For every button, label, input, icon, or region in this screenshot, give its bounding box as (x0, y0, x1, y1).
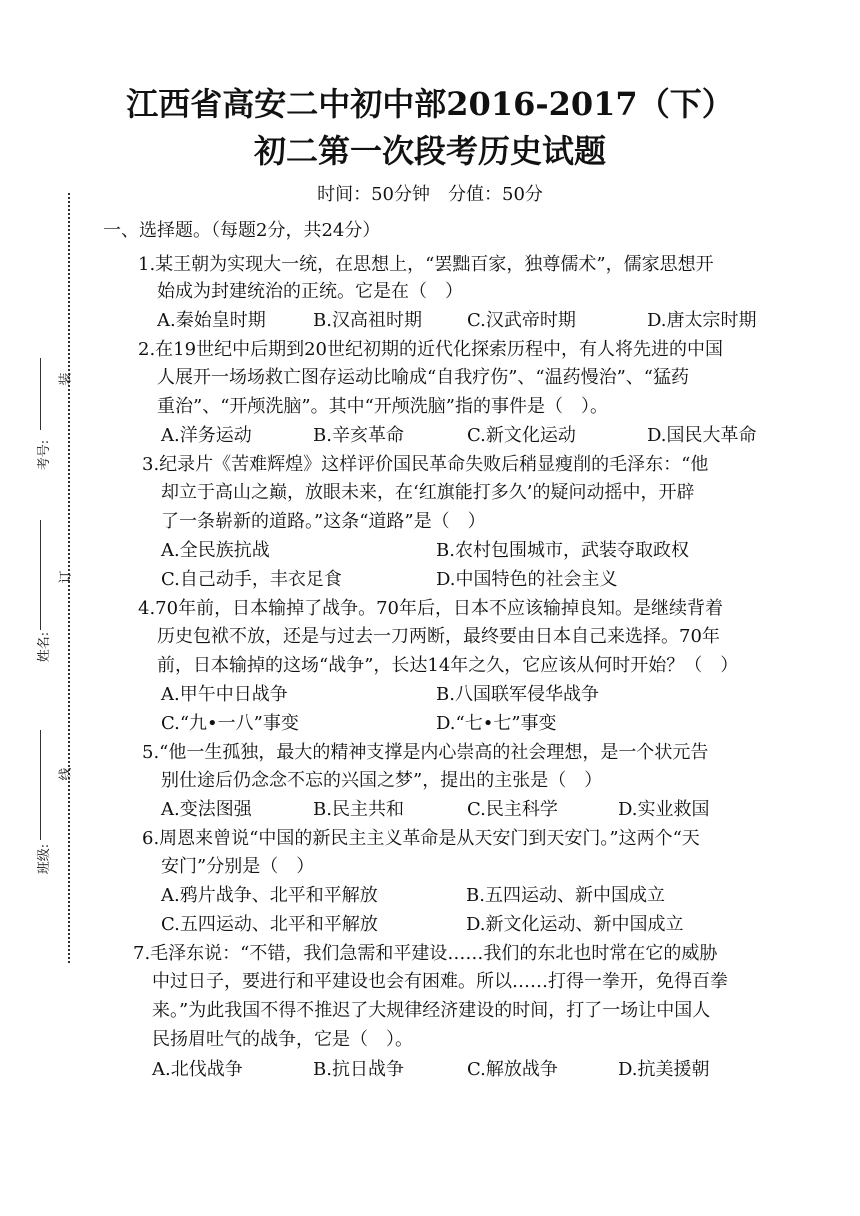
question-5-option-d[interactable]: D.实业救国 (618, 799, 710, 820)
question-4-line-1: 4.70年前，日本输掉了战争。70年后，日本不应该输掉良知。是继续背着 (138, 598, 723, 619)
question-4-line-3: 前，日本输掉的这场“战争”，长达14年之久，它应该从何时开始？（ ） (157, 655, 739, 676)
question-6-option-d[interactable]: D.新文化运动、新中国成立 (466, 914, 684, 935)
question-5-line-2: 别仕途后仍念念不忘的兴国之梦”，提出的主张是（ ） (161, 770, 603, 791)
question-7-line-4: 民扬眉吐气的战争，它是（ ）。 (152, 1029, 413, 1050)
question-3-option-c[interactable]: C.自己动手，丰衣足食 (161, 569, 342, 590)
name-field-line (40, 520, 41, 630)
exam-number-label: 考号: (37, 439, 53, 471)
question-2-line-3: 重治”、“开颅洗脑”。其中“开颅洗脑”指的事件是（ ）。 (157, 396, 609, 417)
question-2-option-b[interactable]: B.辛亥革命 (313, 425, 404, 446)
class-field-line (40, 730, 41, 840)
question-7-option-b[interactable]: B.抗日战争 (313, 1059, 404, 1080)
question-1-option-a[interactable]: A.秦始皇时期 (157, 310, 266, 331)
binding-char-xian: 线 (58, 767, 74, 781)
question-3-line-2: 却立于高山之巅，放眼未来，在‘红旗能打多久’的疑问动摇中，开辟 (161, 482, 695, 503)
question-5-option-b[interactable]: B.民主共和 (313, 799, 404, 820)
question-6-option-a[interactable]: A.鸦片战争、北平和平解放 (161, 885, 378, 906)
question-4-option-a[interactable]: A.甲午中日战争 (161, 684, 288, 705)
question-3-line-1: 3.纪录片《苦难辉煌》这样评价国民革命失败后稍显瘦削的毛泽东：“他 (142, 454, 709, 475)
question-5-option-c[interactable]: C.民主科学 (467, 799, 558, 820)
question-5-line-1: 5.“他一生孤独，最大的精神支撑是内心崇高的社会理想，是一个状元告 (142, 742, 709, 763)
question-6-line-2: 安门”分别是（ ） (161, 856, 315, 877)
question-3-line-3: 了一条崭新的道路。”这条“道路”是（ ） (161, 511, 486, 532)
question-1-option-c[interactable]: C.汉武帝时期 (467, 310, 576, 331)
question-3-option-a[interactable]: A.全民族抗战 (161, 540, 270, 561)
name-label: 姓名: (37, 631, 53, 663)
question-6-option-b[interactable]: B.五四运动、新中国成立 (466, 885, 665, 906)
question-2-line-2: 人展开一场场救亡图存运动比喻成“自我疗伤”、“温药慢治”、“猛药 (157, 367, 690, 388)
question-6-line-1: 6.周恩来曾说“中国的新民主主义革命是从天安门到天安门。”这两个“天 (142, 828, 700, 849)
question-1-line-2: 始成为封建统治的正统。它是在（ ） (157, 281, 463, 302)
question-2-option-a[interactable]: A.洋务运动 (161, 425, 252, 446)
section-heading: 一、选择题。（每题2分，共24分） (103, 220, 381, 241)
question-4-line-2: 历史包袱不放，还是与过去一刀两断，最终要由日本自己来选择。70年 (157, 626, 720, 647)
question-4-option-d[interactable]: D.“七•七”事变 (436, 713, 557, 734)
exam-time: 时间：50分钟 (317, 184, 430, 205)
question-7-option-d[interactable]: D.抗美援朝 (618, 1059, 710, 1080)
question-1-line-1: 1.某王朝为实现大一统，在思想上，“罢黜百家，独尊儒术”，儒家思想开 (138, 254, 714, 275)
question-1-option-b[interactable]: B.汉高祖时期 (313, 310, 422, 331)
question-3-option-b[interactable]: B.农村包围城市，武装夺取政权 (436, 540, 689, 561)
question-4-option-c[interactable]: C.“九•一八”事变 (161, 713, 299, 734)
question-7-line-3: 来。”为此我国不得不推迟了大规律经济建设的时间，打了一场让中国人 (152, 1000, 711, 1021)
binding-char-zhuang: 装 (58, 372, 74, 386)
exam-title-line2: 初二第一次段考历史试题 (253, 132, 606, 170)
question-2-option-d[interactable]: D.国民大革命 (647, 425, 757, 446)
exam-info (0, 183, 860, 207)
question-7-line-2: 中过日子，要进行和平建设也会有困难。所以……打得一拳开，免得百拳 (152, 971, 728, 992)
question-7-option-a[interactable]: A.北伐战争 (152, 1059, 243, 1080)
question-2-line-1: 2.在19世纪中后期到20世纪初期的近代化探索历程中，有人将先进的中国 (138, 339, 723, 360)
question-3-option-d[interactable]: D.中国特色的社会主义 (436, 569, 618, 590)
question-4-option-b[interactable]: B.八国联军侵华战争 (436, 684, 599, 705)
question-1-option-d[interactable]: D.唐太宗时期 (647, 310, 757, 331)
exam-title-line1: 江西省高安二中初中部2016-2017（下） (126, 85, 734, 123)
question-6-option-c[interactable]: C.五四运动、北平和平解放 (161, 914, 378, 935)
question-5-option-a[interactable]: A.变法图强 (161, 799, 252, 820)
class-label: 班级: (37, 843, 53, 875)
binding-char-ding: 订 (58, 570, 74, 584)
exam-score: 分值：50分 (448, 184, 543, 205)
question-7-option-c[interactable]: C.解放战争 (467, 1059, 558, 1080)
exam-number-field-line (40, 358, 41, 430)
question-7-line-1: 7.毛泽东说：“不错，我们急需和平建设……我们的东北也时常在它的威胁 (133, 943, 718, 964)
question-2-option-c[interactable]: C.新文化运动 (467, 425, 576, 446)
